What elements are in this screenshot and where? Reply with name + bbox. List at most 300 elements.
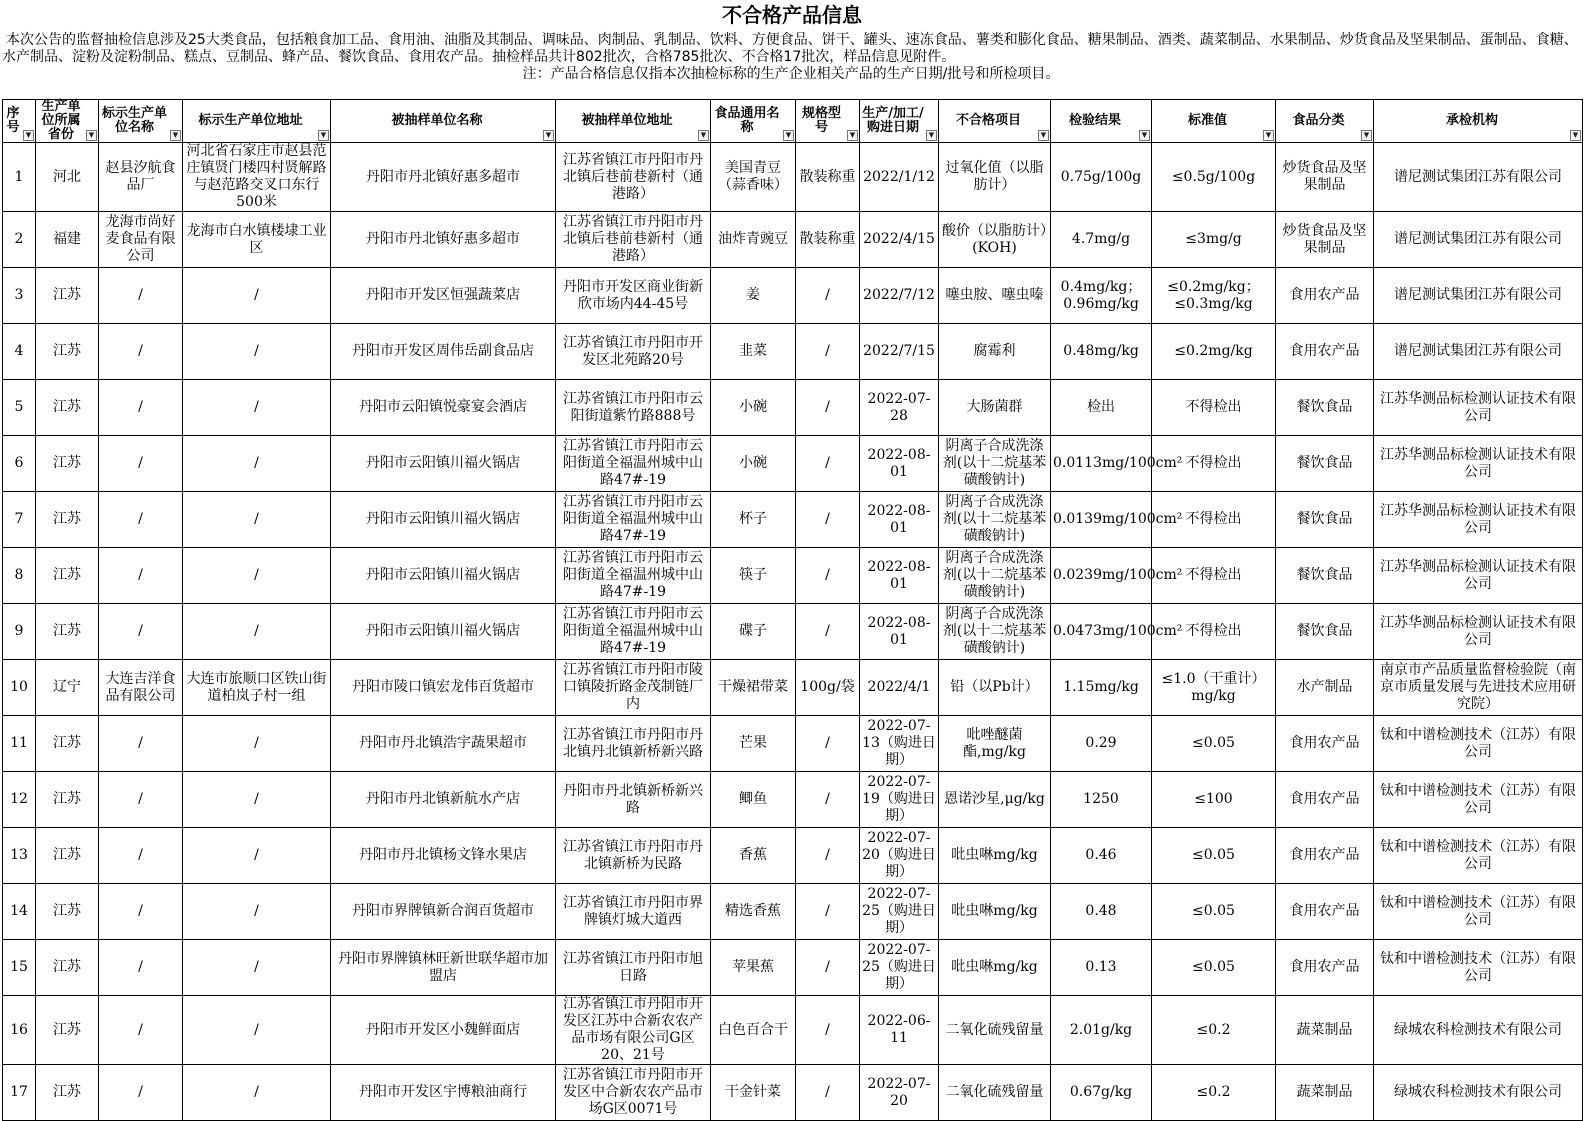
table-cell[interactable]: 2022-08-01 [860, 492, 939, 548]
table-cell[interactable]: 恩诺沙星,μg/kg [939, 772, 1051, 828]
table-cell[interactable]: 江苏省镇江市丹阳市开发区江苏中合新农农产品市场有限公司G区20、21号 [556, 996, 711, 1065]
table-cell[interactable]: 钛和中谱检测技术（江苏）有限公司 [1374, 772, 1583, 828]
column-header [860, 100, 939, 143]
table-cell[interactable]: / [99, 380, 183, 436]
column-header [1152, 100, 1276, 143]
table-cell[interactable]: ≤0.5g/100g [1152, 143, 1276, 212]
table-cell[interactable]: 江苏 [36, 828, 99, 884]
table-cell[interactable]: ≤100 [1152, 772, 1276, 828]
table-cell[interactable]: 过氧化值（以脂肪计） [939, 143, 1051, 212]
table-cell[interactable]: 钛和中谱检测技术（江苏）有限公司 [1374, 716, 1583, 772]
column-header-label: 检验结果 [1068, 113, 1121, 128]
table-cell[interactable]: 餐饮食品 [1276, 380, 1374, 436]
table-cell[interactable]: 2022-07-20（购进日期） [860, 828, 939, 884]
table-cell[interactable]: 0.0139mg/100cm² [1051, 492, 1152, 548]
table-cell[interactable]: / [183, 604, 331, 660]
column-header [331, 100, 556, 143]
table-cell[interactable]: 不得检出 [1152, 604, 1276, 660]
table-row [3, 212, 1583, 268]
table-cell[interactable]: 2022-08-01 [860, 548, 939, 604]
column-header [36, 100, 99, 143]
column-header [556, 100, 711, 143]
page-title: 不合格产品信息 [722, 3, 862, 27]
table-cell[interactable]: 丹阳市云阳镇悦豪宴会酒店 [331, 380, 556, 436]
table-cell[interactable]: 吡虫啉mg/kg [939, 884, 1051, 940]
table-cell[interactable]: ≤1.0（干重计）mg/kg [1152, 660, 1276, 716]
column-header-label: 序号 [6, 106, 20, 135]
table-cell[interactable]: 江苏省镇江市丹阳市丹北镇新桥为民路 [556, 828, 711, 884]
table-cell[interactable]: 2.01g/kg [1051, 996, 1152, 1065]
table-cell[interactable]: 2022/7/12 [860, 268, 939, 324]
table-cell[interactable]: 江苏省镇江市丹阳市云阳街道紫竹路888号 [556, 380, 711, 436]
table-cell[interactable]: 15 [3, 940, 36, 996]
table-cell[interactable]: 丹阳市丹北镇新航水产店 [331, 772, 556, 828]
table-cell[interactable]: 精选香蕉 [711, 884, 796, 940]
table-cell[interactable]: 阴离子合成洗涤剂(以十二烷基苯磺酸钠计) [939, 436, 1051, 492]
table-row [3, 492, 1583, 548]
table-cell[interactable]: 17 [3, 1065, 36, 1121]
filter-dropdown-icon[interactable]: ▼ [170, 130, 181, 141]
table-cell[interactable]: 2022/4/1 [860, 660, 939, 716]
table-row [3, 940, 1583, 996]
table-cell[interactable]: ≤0.05 [1152, 716, 1276, 772]
table-cell[interactable]: 韭菜 [711, 324, 796, 380]
table-cell[interactable]: 江苏省镇江市丹阳市陵口镇陵折路金茂制链厂内 [556, 660, 711, 716]
table-cell[interactable]: 13 [3, 828, 36, 884]
table-cell[interactable]: 丹阳市开发区恒强蔬菜店 [331, 268, 556, 324]
table-cell[interactable]: 江苏 [36, 940, 99, 996]
table-cell[interactable]: 江苏省镇江市丹阳市丹北镇后巷前巷新村（通港路） [556, 212, 711, 268]
table-cell[interactable]: / [99, 268, 183, 324]
table-cell[interactable]: 江苏 [36, 268, 99, 324]
table-cell[interactable]: 0.48mg/kg [1051, 324, 1152, 380]
table-cell[interactable]: 食用农产品 [1276, 940, 1374, 996]
table-row [3, 772, 1583, 828]
table-cell[interactable]: 江苏 [36, 1065, 99, 1121]
table-cell[interactable]: / [183, 548, 331, 604]
table-cell[interactable]: 碟子 [711, 604, 796, 660]
table-cell[interactable]: 江苏省镇江市丹阳市旭日路 [556, 940, 711, 996]
table-cell[interactable]: 江苏 [36, 884, 99, 940]
filter-dropdown-icon[interactable]: ▼ [698, 130, 709, 141]
table-cell[interactable]: 大肠菌群 [939, 380, 1051, 436]
table-cell[interactable]: 7 [3, 492, 36, 548]
notice-paragraph: 本次公告的监督抽检信息涉及25大类食品，包括粮食加工品、食用油、油脂及其制品、调味品、肉制品、乳制品、饮料、方便食品、饼干、罐头、速冻食品、薯类和膨化食品、糖果制品、酒类、蔬菜制品、水果制品、炒货食品及坚果制品、蛋制品、食糖、水产制品、淀粉及淀粉制品、糕点、豆制品、蜂产品、餐饮食品、食用农产品。抽检样品共计802批次，合格785批次、不合格17批次，样品信息见附件。 [2, 32, 1578, 65]
table-cell[interactable]: 丹阳市界牌镇新合润百货超市 [331, 884, 556, 940]
table-cell[interactable]: 14 [3, 884, 36, 940]
column-header [1276, 100, 1374, 143]
table-cell[interactable]: 酸价（以脂肪计）(KOH) [939, 212, 1051, 268]
table-cell[interactable]: 2022-07-25（购进日期） [860, 940, 939, 996]
table-row [3, 660, 1583, 716]
unqualified-products-table [2, 99, 1583, 1121]
table-cell[interactable]: 江苏 [36, 436, 99, 492]
table-cell[interactable]: 江苏省镇江市丹阳市丹北镇丹北镇新桥新兴路 [556, 716, 711, 772]
table-cell[interactable]: 16 [3, 996, 36, 1065]
table-cell[interactable]: 河北 [36, 143, 99, 212]
table-cell[interactable]: 龙海市白水镇楼埭工业区 [183, 212, 331, 268]
table-cell[interactable]: 二氧化硫残留量 [939, 1065, 1051, 1121]
table-cell[interactable]: 小碗 [711, 436, 796, 492]
table-cell[interactable]: 餐饮食品 [1276, 436, 1374, 492]
table-cell[interactable]: 食用农产品 [1276, 884, 1374, 940]
table-cell[interactable]: 谱尼测试集团江苏有限公司 [1374, 268, 1583, 324]
table-cell[interactable]: 丹阳市开发区商业街新欣市场内44-45号 [556, 268, 711, 324]
filter-dropdown-icon[interactable]: ▼ [1263, 130, 1274, 141]
table-cell[interactable]: 不得检出 [1152, 548, 1276, 604]
table-cell[interactable]: / [99, 940, 183, 996]
table-cell[interactable]: / [796, 268, 860, 324]
table-cell[interactable]: 绿城农科检测技术有限公司 [1374, 996, 1583, 1065]
table-cell[interactable]: 1.15mg/kg [1051, 660, 1152, 716]
table-cell[interactable]: 丹阳市开发区周伟岳副食品店 [331, 324, 556, 380]
table-cell[interactable]: 0.4mg/kg；0.96mg/kg [1051, 268, 1152, 324]
table-cell[interactable]: 丹阳市界牌镇林旺新世联华超市加盟店 [331, 940, 556, 996]
table-cell[interactable]: / [183, 324, 331, 380]
table-cell[interactable]: / [99, 324, 183, 380]
table-cell[interactable]: / [183, 268, 331, 324]
table-cell[interactable]: 杯子 [711, 492, 796, 548]
table-cell[interactable]: 苹果蕉 [711, 940, 796, 996]
column-header-label: 标示生产单位地址 [198, 113, 303, 128]
table-cell[interactable]: 阴离子合成洗涤剂(以十二烷基苯磺酸钠计) [939, 548, 1051, 604]
table-cell[interactable]: 5 [3, 380, 36, 436]
table-cell[interactable]: / [183, 716, 331, 772]
table-cell[interactable]: 丹阳市丹北镇浩宇蔬果超市 [331, 716, 556, 772]
table-cell[interactable]: / [796, 492, 860, 548]
table-row [3, 324, 1583, 380]
table-cell[interactable]: 江苏华测品标检测认证技术有限公司 [1374, 492, 1583, 548]
column-header [3, 100, 36, 143]
filter-dropdown-icon[interactable]: ▼ [318, 130, 329, 141]
table-cell[interactable]: 江苏省镇江市丹阳市界牌镇灯城大道西 [556, 884, 711, 940]
column-header-label: 被抽样单位地址 [581, 113, 673, 128]
table-cell[interactable]: 不得检出 [1152, 436, 1276, 492]
table-cell[interactable]: 丹阳市云阳镇川福火锅店 [331, 604, 556, 660]
table-cell[interactable]: / [183, 940, 331, 996]
table-cell[interactable]: 干金针菜 [711, 1065, 796, 1121]
table-cell[interactable]: 蔬菜制品 [1276, 1065, 1374, 1121]
table-cell[interactable]: 10 [3, 660, 36, 716]
column-header-label: 生产单位所属省份 [41, 99, 81, 142]
table-cell[interactable]: 丹阳市开发区宇博粮油商行 [331, 1065, 556, 1121]
table-cell[interactable]: 江苏 [36, 996, 99, 1065]
table-cell[interactable]: 江苏 [36, 772, 99, 828]
table-cell[interactable]: 餐饮食品 [1276, 604, 1374, 660]
table-cell[interactable]: 9 [3, 604, 36, 660]
table-cell[interactable]: 福建 [36, 212, 99, 268]
table-cell[interactable]: 2022-07-20 [860, 1065, 939, 1121]
table-cell[interactable]: 吡虫啉mg/kg [939, 940, 1051, 996]
table-cell[interactable]: 11 [3, 716, 36, 772]
table-cell[interactable]: 江苏省镇江市丹阳市云阳街道全福温州城中山路47#-19 [556, 604, 711, 660]
table-cell[interactable]: 蔬菜制品 [1276, 996, 1374, 1065]
table-cell[interactable]: 龙海市尚好麦食品有限公司 [99, 212, 183, 268]
table-cell[interactable]: 2022-07-28 [860, 380, 939, 436]
table-cell[interactable]: 2 [3, 212, 36, 268]
table-cell[interactable]: / [99, 996, 183, 1065]
table-cell[interactable]: 江苏 [36, 716, 99, 772]
table-cell[interactable]: ≤0.2 [1152, 996, 1276, 1065]
filter-dropdown-icon[interactable]: ▼ [86, 130, 97, 141]
table-cell[interactable]: 2022-06-11 [860, 996, 939, 1065]
column-header-label: 规格型号 [801, 106, 841, 135]
table-cell[interactable]: 江苏华测品标检测认证技术有限公司 [1374, 436, 1583, 492]
table-cell[interactable]: 炒货食品及坚果制品 [1276, 143, 1374, 212]
table-cell[interactable]: 噻虫胺、噻虫嗪 [939, 268, 1051, 324]
table-cell[interactable]: ≤0.05 [1152, 828, 1276, 884]
table-cell[interactable]: 二氧化硫残留量 [939, 996, 1051, 1065]
column-header-label: 生产/加工/购进日期 [862, 106, 924, 135]
table-cell[interactable]: / [99, 436, 183, 492]
table-cell[interactable]: 12 [3, 772, 36, 828]
table-cell[interactable]: 0.46 [1051, 828, 1152, 884]
table-cell[interactable]: 6 [3, 436, 36, 492]
table-cell[interactable]: 江苏省镇江市丹阳市开发区北苑路20号 [556, 324, 711, 380]
table-cell[interactable]: ≤0.05 [1152, 884, 1276, 940]
column-header [99, 100, 183, 143]
table-row [3, 884, 1583, 940]
table-cell[interactable]: / [796, 940, 860, 996]
table-cell[interactable]: 丹阳市云阳镇川福火锅店 [331, 436, 556, 492]
table-cell[interactable]: 3 [3, 268, 36, 324]
table-cell[interactable]: / [99, 492, 183, 548]
table-row [3, 143, 1583, 212]
table-cell[interactable]: 0.0239mg/100cm² [1051, 548, 1152, 604]
column-header-label: 食品分类 [1292, 113, 1345, 128]
table-cell[interactable]: 丹阳市丹北镇好惠多超市 [331, 143, 556, 212]
table-cell[interactable]: 2022/1/12 [860, 143, 939, 212]
table-cell[interactable]: 食用农产品 [1276, 828, 1374, 884]
notice-block [2, 32, 1580, 83]
table-cell[interactable]: 0.29 [1051, 716, 1152, 772]
filter-dropdown-icon[interactable]: ▼ [23, 130, 34, 141]
table-cell[interactable]: / [796, 772, 860, 828]
column-header [796, 100, 860, 143]
table-cell[interactable]: 小碗 [711, 380, 796, 436]
table-cell[interactable]: / [99, 772, 183, 828]
table-row [3, 828, 1583, 884]
table-row [3, 996, 1583, 1065]
table-row [3, 548, 1583, 604]
table-cell[interactable]: 油炸青豌豆 [711, 212, 796, 268]
table-cell[interactable]: 江苏华测品标检测认证技术有限公司 [1374, 548, 1583, 604]
column-header [1374, 100, 1583, 143]
filter-dropdown-icon[interactable]: ▼ [543, 130, 554, 141]
table-cell[interactable]: 江苏 [36, 380, 99, 436]
table-cell[interactable]: 谱尼测试集团江苏有限公司 [1374, 143, 1583, 212]
table-cell[interactable]: / [796, 548, 860, 604]
table-cell[interactable]: 丹阳市开发区小魏鲜面店 [331, 996, 556, 1065]
table-cell[interactable]: 检出 [1051, 380, 1152, 436]
table-cell[interactable]: / [99, 604, 183, 660]
table-cell[interactable]: / [796, 828, 860, 884]
table-cell[interactable]: ≤0.2 [1152, 1065, 1276, 1121]
table-cell[interactable]: ≤0.2mg/kg；≤0.3mg/kg [1152, 268, 1276, 324]
table-cell[interactable]: 江苏 [36, 548, 99, 604]
table-cell[interactable]: 2022-08-01 [860, 436, 939, 492]
table-cell[interactable]: 赵县汐航食品厂 [99, 143, 183, 212]
table-cell[interactable]: 1250 [1051, 772, 1152, 828]
table-cell[interactable]: 吡唑醚菌酯,mg/kg [939, 716, 1051, 772]
table-cell[interactable]: / [183, 380, 331, 436]
table-cell[interactable]: 河北省石家庄市赵县范庄镇贤门楼四村贤解路与赵范路交叉口东行500米 [183, 143, 331, 212]
table-cell[interactable]: 食用农产品 [1276, 772, 1374, 828]
column-header [183, 100, 331, 143]
table-cell[interactable]: 美国青豆（蒜香味） [711, 143, 796, 212]
filter-dropdown-icon[interactable]: ▼ [1570, 130, 1581, 141]
column-header [1051, 100, 1152, 143]
table-cell[interactable]: 食用农产品 [1276, 268, 1374, 324]
column-header-label: 食品通用名称 [714, 106, 780, 135]
table-cell[interactable]: / [796, 1065, 860, 1121]
table-cell[interactable]: 江苏省镇江市丹阳市云阳街道全福温州城中山路47#-19 [556, 492, 711, 548]
table-cell[interactable]: 2022-08-01 [860, 604, 939, 660]
column-header-label: 标准值 [1187, 113, 1227, 128]
table-cell[interactable]: 江苏华测品标检测认证技术有限公司 [1374, 380, 1583, 436]
column-header [711, 100, 796, 143]
table-cell[interactable]: 散装称重 [796, 143, 860, 212]
table-cell[interactable]: 南京市产品质量监督检验院（南京市质量发展与先进技术应用研究院） [1374, 660, 1583, 716]
table-cell[interactable]: 阴离子合成洗涤剂(以十二烷基苯磺酸钠计) [939, 604, 1051, 660]
table-cell[interactable]: / [183, 884, 331, 940]
table-header-row [3, 100, 1583, 143]
table-cell[interactable]: 水产制品 [1276, 660, 1374, 716]
table-cell[interactable]: 0.48 [1051, 884, 1152, 940]
table-cell[interactable]: 8 [3, 548, 36, 604]
table-row [3, 716, 1583, 772]
table-cell[interactable]: 散装称重 [796, 212, 860, 268]
table-row [3, 268, 1583, 324]
table-cell[interactable]: / [796, 436, 860, 492]
column-header-label: 承检机构 [1445, 113, 1498, 128]
table-cell[interactable]: ≤0.2mg/kg [1152, 324, 1276, 380]
table-cell[interactable]: 2022-07-13（购进日期） [860, 716, 939, 772]
table-cell[interactable]: 炒货食品及坚果制品 [1276, 212, 1374, 268]
table-cell[interactable]: / [99, 548, 183, 604]
table-cell[interactable]: / [183, 1065, 331, 1121]
table-cell[interactable]: / [99, 716, 183, 772]
table-cell[interactable]: 钛和中谱检测技术（江苏）有限公司 [1374, 884, 1583, 940]
filter-dropdown-icon[interactable]: ▼ [1139, 130, 1150, 141]
table-cell[interactable]: 4 [3, 324, 36, 380]
table-cell[interactable]: ≤3mg/g [1152, 212, 1276, 268]
table-cell[interactable]: 绿城农科检测技术有限公司 [1374, 1065, 1583, 1121]
table-cell[interactable]: 丹阳市丹北镇杨文锋水果店 [331, 828, 556, 884]
table-cell[interactable]: 不得检出 [1152, 380, 1276, 436]
table-cell[interactable]: 江苏华测品标检测认证技术有限公司 [1374, 604, 1583, 660]
table-cell[interactable]: / [796, 380, 860, 436]
table-cell[interactable]: 大连市旅顺口区铁山街道柏岚子村一组 [183, 660, 331, 716]
table-cell[interactable]: 餐饮食品 [1276, 492, 1374, 548]
table-cell[interactable]: 0.0113mg/100cm² [1051, 436, 1152, 492]
table-cell[interactable]: 香蕉 [711, 828, 796, 884]
table-cell[interactable]: 江苏省镇江市丹阳市丹北镇后巷前巷新村（通港路） [556, 143, 711, 212]
table-cell[interactable]: 2022/7/15 [860, 324, 939, 380]
table-cell[interactable]: 江苏省镇江市丹阳市云阳街道全福温州城中山路47#-19 [556, 548, 711, 604]
table-cell[interactable]: 丹阳市丹北镇新桥新兴路 [556, 772, 711, 828]
table-cell[interactable]: 钛和中谱检测技术（江苏）有限公司 [1374, 940, 1583, 996]
table-row [3, 436, 1583, 492]
table-cell[interactable]: ≤0.05 [1152, 940, 1276, 996]
table-cell[interactable]: 2022/4/15 [860, 212, 939, 268]
table-cell[interactable]: / [183, 436, 331, 492]
table-cell[interactable]: 腐霉利 [939, 324, 1051, 380]
column-header-label: 不合格项目 [955, 113, 1021, 128]
table-cell[interactable]: 0.67g/kg [1051, 1065, 1152, 1121]
table-cell[interactable]: 0.75g/100g [1051, 143, 1152, 212]
table-cell[interactable]: 食用农产品 [1276, 716, 1374, 772]
table-cell[interactable]: / [796, 604, 860, 660]
table-cell[interactable]: / [99, 828, 183, 884]
table-cell[interactable]: 谱尼测试集团江苏有限公司 [1374, 212, 1583, 268]
table-cell[interactable]: 筷子 [711, 548, 796, 604]
table-cell[interactable]: 谱尼测试集团江苏有限公司 [1374, 324, 1583, 380]
table-cell[interactable]: 丹阳市云阳镇川福火锅店 [331, 548, 556, 604]
table-cell[interactable]: 不得检出 [1152, 492, 1276, 548]
table-cell[interactable]: / [183, 492, 331, 548]
column-header [939, 100, 1051, 143]
table-cell[interactable]: 2022-07-25（购进日期） [860, 884, 939, 940]
table-cell[interactable]: 鲫鱼 [711, 772, 796, 828]
table-cell[interactable]: 白色百合干 [711, 996, 796, 1065]
filter-dropdown-icon[interactable]: ▼ [926, 130, 937, 141]
table-cell[interactable]: 1 [3, 143, 36, 212]
column-header-label: 被抽样单位名称 [391, 113, 483, 128]
table-cell[interactable]: / [183, 996, 331, 1065]
table-cell[interactable]: 大连吉洋食品有限公司 [99, 660, 183, 716]
table-cell[interactable]: 4.7mg/g [1051, 212, 1152, 268]
table-cell[interactable]: 丹阳市丹北镇好惠多超市 [331, 212, 556, 268]
table-cell[interactable]: 干燥裙带菜 [711, 660, 796, 716]
table-cell[interactable]: 食用农产品 [1276, 324, 1374, 380]
table-cell[interactable]: 丹阳市陵口镇宏龙伟百货超市 [331, 660, 556, 716]
filter-dropdown-icon[interactable]: ▼ [1361, 130, 1372, 141]
table-cell[interactable]: 辽宁 [36, 660, 99, 716]
column-header-label: 标示生产单位名称 [101, 106, 167, 135]
table-cell[interactable]: 阴离子合成洗涤剂(以十二烷基苯磺酸钠计) [939, 492, 1051, 548]
table-cell[interactable]: 姜 [711, 268, 796, 324]
table-cell[interactable]: 江苏省镇江市丹阳市开发区中合新农农产品市场G区0071号 [556, 1065, 711, 1121]
filter-dropdown-icon[interactable]: ▼ [783, 130, 794, 141]
table-cell[interactable]: 铅（以Pb计） [939, 660, 1051, 716]
table-body [3, 143, 1583, 1121]
table-cell[interactable]: / [183, 772, 331, 828]
table-cell[interactable]: 芒果 [711, 716, 796, 772]
filter-dropdown-icon[interactable]: ▼ [1038, 130, 1049, 141]
table-cell[interactable]: / [796, 324, 860, 380]
table-cell[interactable]: / [99, 1065, 183, 1121]
table-cell[interactable]: 丹阳市云阳镇川福火锅店 [331, 492, 556, 548]
table-cell[interactable]: / [796, 716, 860, 772]
table-cell[interactable]: 江苏 [36, 604, 99, 660]
table-cell[interactable]: 餐饮食品 [1276, 548, 1374, 604]
filter-dropdown-icon[interactable]: ▼ [847, 130, 858, 141]
table-cell[interactable]: 吡虫啉mg/kg [939, 828, 1051, 884]
table-cell[interactable]: 2022-07-19（购进日期） [860, 772, 939, 828]
table-cell[interactable]: / [796, 996, 860, 1065]
table-cell[interactable]: 江苏省镇江市丹阳市云阳街道全福温州城中山路47#-19 [556, 436, 711, 492]
table-cell[interactable]: / [99, 884, 183, 940]
table-cell[interactable]: 江苏 [36, 324, 99, 380]
table-cell[interactable]: 江苏 [36, 492, 99, 548]
table-cell[interactable]: 0.13 [1051, 940, 1152, 996]
table-cell[interactable]: 钛和中谱检测技术（江苏）有限公司 [1374, 828, 1583, 884]
table-cell[interactable]: / [796, 884, 860, 940]
table-cell[interactable]: 100g/袋 [796, 660, 860, 716]
table-cell[interactable]: / [183, 828, 331, 884]
table-cell[interactable]: 0.0473mg/100cm² [1051, 604, 1152, 660]
